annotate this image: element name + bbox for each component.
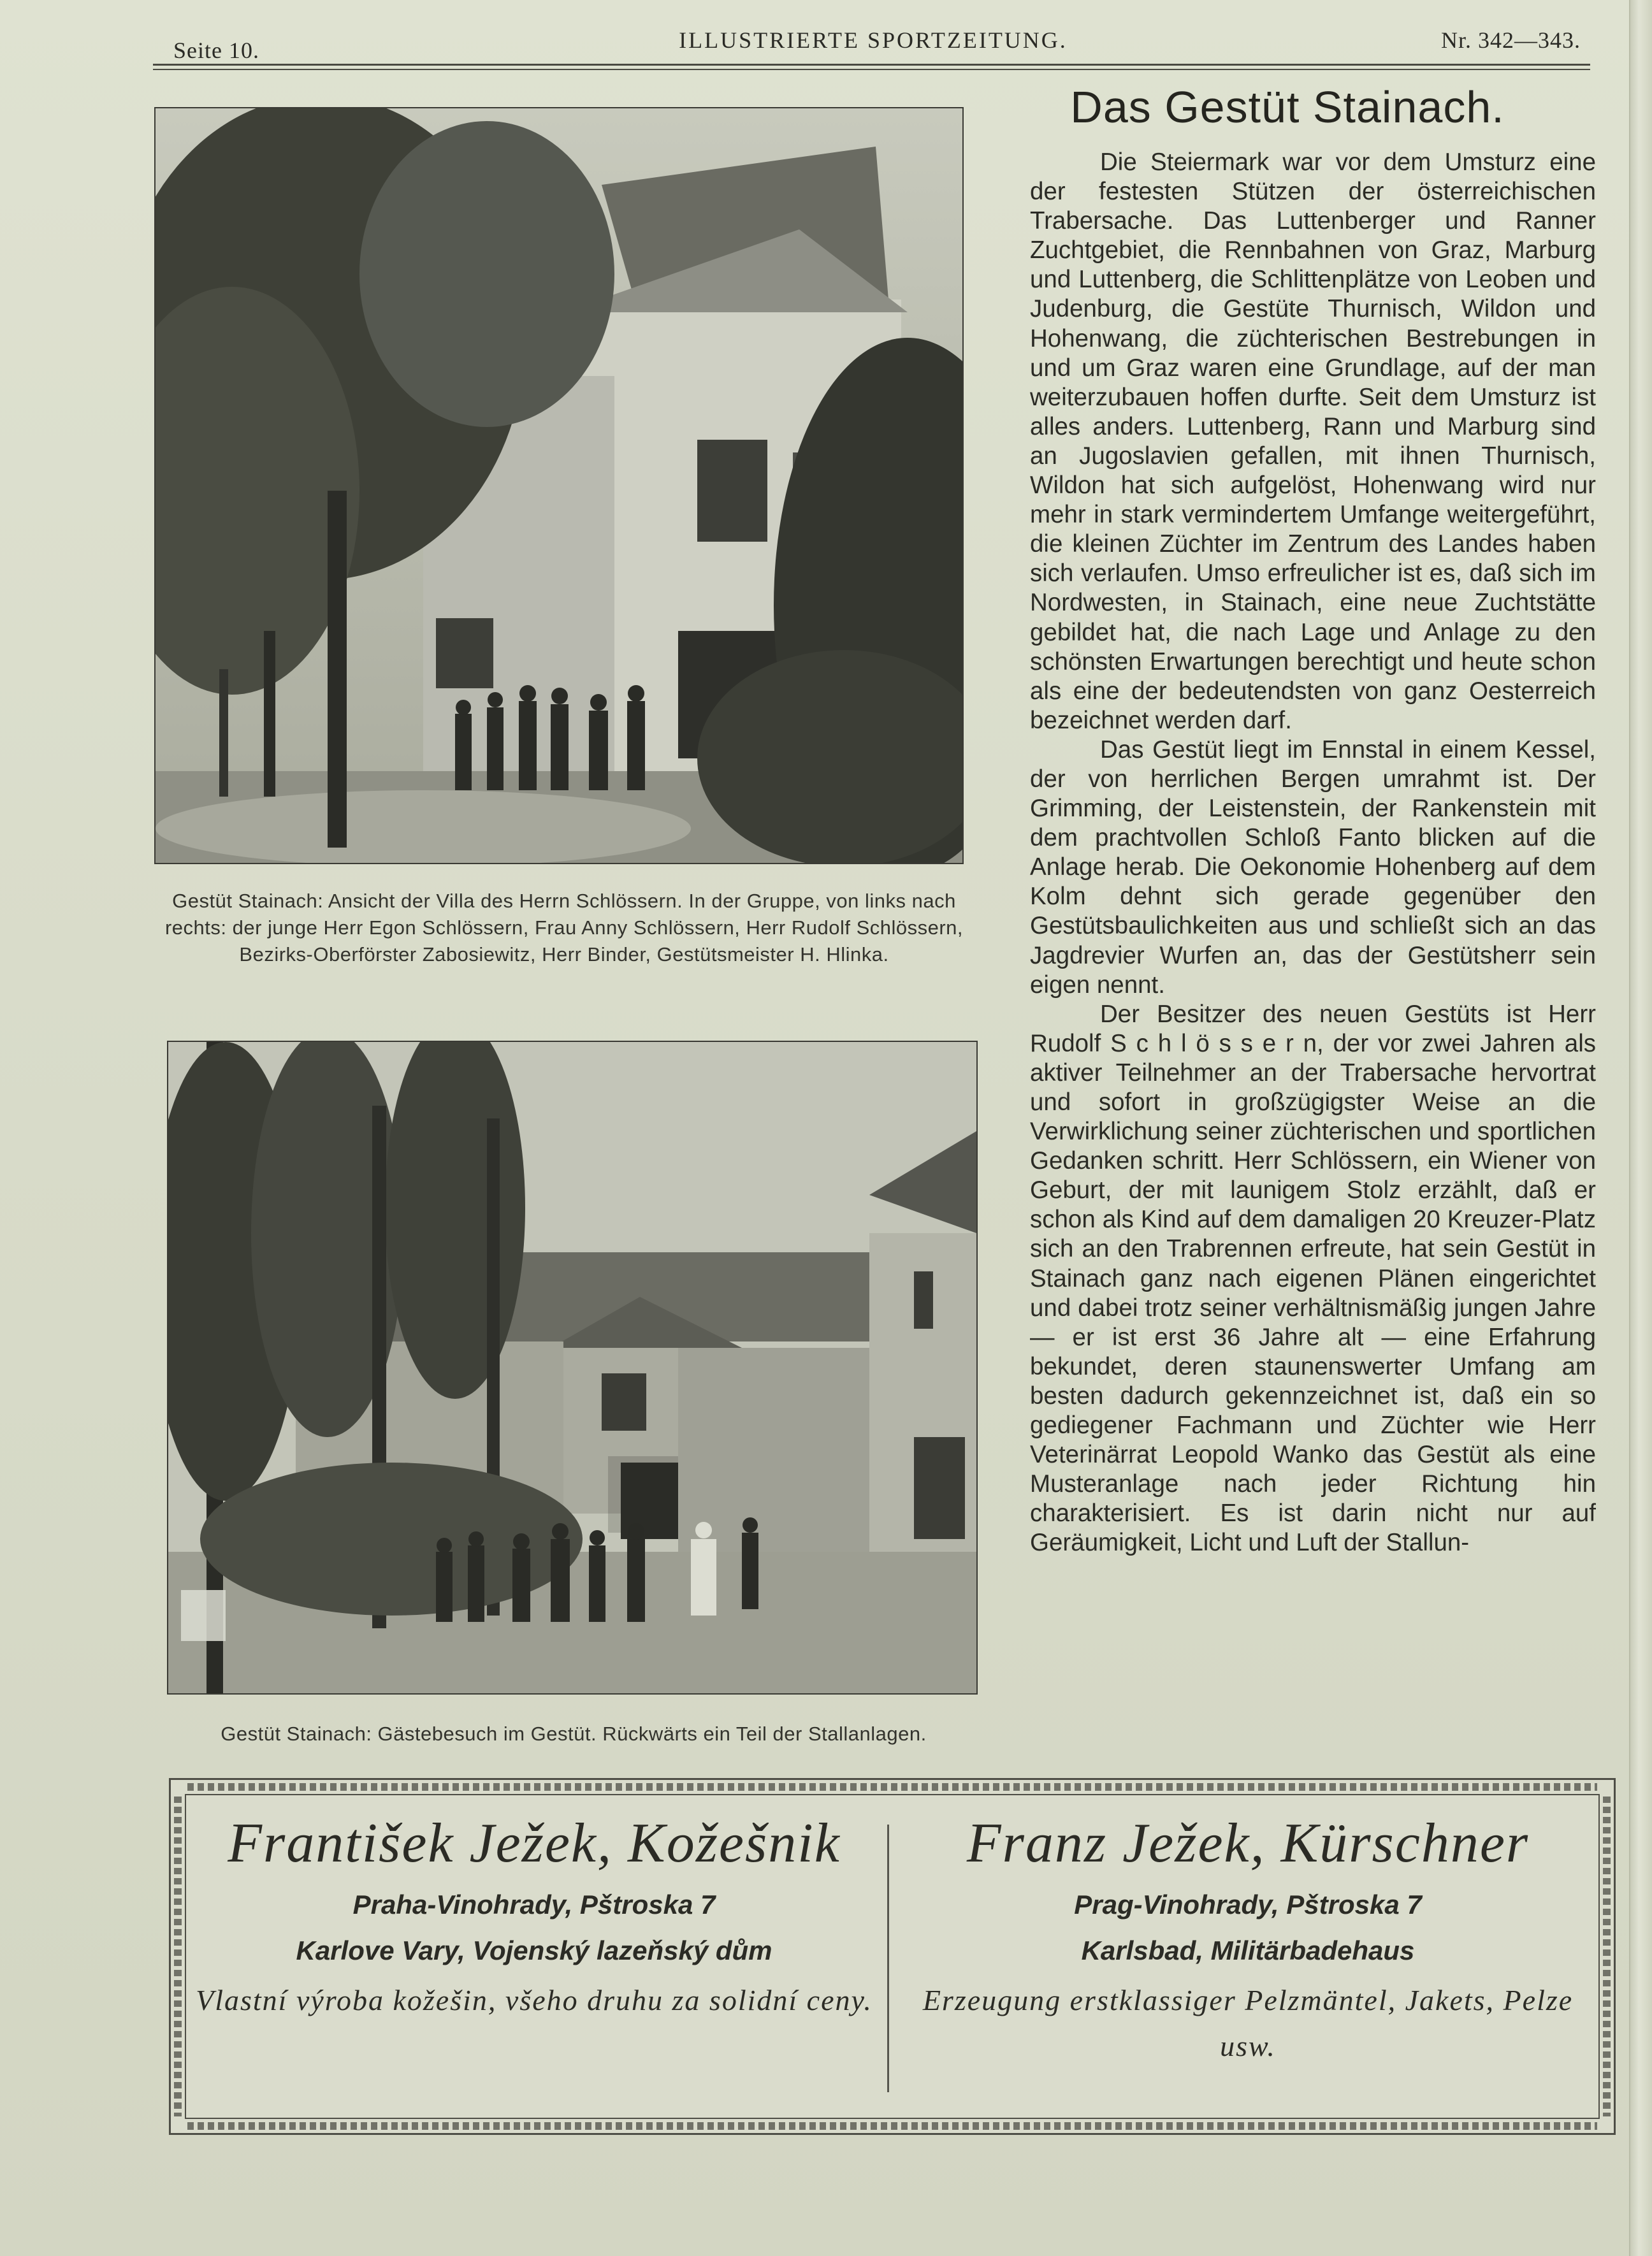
article-body: [1030, 148, 1596, 1558]
furrier-advertisement: [169, 1778, 1616, 2135]
ad-address: Karlsbad, Militärbadehaus: [1081, 1935, 1415, 1965]
header-rule-thin: [153, 69, 1590, 70]
ad-address: Praha-Vinohrady, Pštroska 7: [352, 1890, 716, 1920]
stable-photo-caption: Gestüt Stainach: Gästebesuch im Gestüt. Rückwärts ein Teil der Stallanlagen.: [221, 1723, 927, 1745]
villa-photo-caption: Gestüt Stainach: Ansicht der Villa des Herrn Schlössern. In der Gruppe, von links nach rechts: der junge Herr Egon Schlössern, Frau Anny Schlössern, Herr Rudolf Schlössern, Bezirks-Oberförster Zabosiewitz, Herr Binder, Gestütsmeister H. Hlinka.: [164, 890, 964, 965]
ad-ornament-border: [1603, 1797, 1611, 2116]
article-paragraph: Der Besitzer des neuen Gestüts ist Herr Rudolf S c h l ö s s e r n, der vor zwei Jahren als aktiver Teilnehmer an der Trabersache hervortrat und sofort in großzügigster Weise an die Verwirklichung seiner züchterischen und sportlichen Gedanken schritt. Herr Schlössern, ein Wiener von Geburt, der mit launigem Stolz erzählt, daß er schon als Kind auf dem damaligen 20 Kreuzer-Platz sich an den Trabrennen erfreute, hat sein Gestüt in Stainach ganz nach eigenen Plänen eingerichtet und dabei trotz seiner verhältnismäßig jungen Jahre — er ist erst 36 Jahre alt — eine Erfahrung bekundet, deren staunenswerter Umfang am besten dadurch gekennzeichnet ist, daß ein so gediegener Fachmann und Züchter wie Herr Veterinärrat Leopold Wanko das Gestüt als eine Musteranlage nach jeder Richtung hin charakterisiert. Es ist darin nicht nur auf Geräumigkeit, Licht und Luft der Stallun-: [1030, 1000, 1596, 1557]
ad-address: Karlove Vary, Vojenský lazeňský dům: [296, 1935, 772, 1965]
ad-ornament-border: [174, 1797, 182, 2116]
header-rule: [153, 64, 1590, 66]
ad-ornament-border: [187, 2122, 1597, 2130]
ad-firm-name: Franz Ježek, Kürschner: [966, 1812, 1530, 1874]
ad-description: Erzeugung erstklassiger Pelzmäntel, Jakets, Pelze usw.: [922, 1984, 1574, 2062]
article-paragraph: Das Gestüt liegt im Ennstal in einem Kessel, der von herrlichen Bergen umrahmt ist. Der Grimming, der Leistenstein, der Rankenstein mit dem prachtvollen Schloß Fanto blicken auf die Anlage herab. Die Oekonomie Hohenberg auf dem Kolm dehnt sich gerade gegenüber den Gestütsbaulichkeiten aus und schließt sich an das Jagdrevier Wurfen an, das der Gestütsherr sein eigen nennt.: [1030, 735, 1596, 999]
page-number: Seite 10.: [173, 38, 259, 63]
issue-number: Nr. 342—343.: [1441, 27, 1581, 53]
stable-photo: [167, 1041, 978, 1695]
ad-firm-name: František Ježek, Kožešnik: [228, 1812, 841, 1874]
ad-german-column: [904, 1805, 1592, 2069]
villa-photo: [154, 107, 964, 864]
ad-czech-column: [190, 1805, 878, 2023]
article-paragraph: Die Steiermark war vor dem Umsturz eine der festesten Stützen der österreichischen Trabersache. Das Luttenberger und Ranner Zuchtgebiet, die Rennbahnen von Graz, Marburg und Luttenberg, die Schlittenplätze von Leoben und Judenburg, die Gestüte Thurnisch, Wildon und Hohenwang, die züchterischen Bestrebungen in und um Graz waren eine Grundlage, auf der man weiterzubauen hoffen durfte. Seit dem Umsturz ist alles anders. Luttenberg, Rann und Marburg sind an Jugoslavien gefallen, mit ihnen Thurnisch, Wildon hat sich aufgelöst, Hohenwang wird nur mehr in stark vermindertem Umfange weitergeführt, die kleinen Züchter im Zentrum des Landes haben sich verlaufen. Umso erfreulicher ist es, daß sich im Nordwesten, in Stainach, eine neue Zuchtstätte gebildet hat, die nach Lage und Anlage zu den schönsten Erwartungen berechtigt und heute schon als eine der bedeutendsten von ganz Oesterreich bezeichnet werden darf.: [1030, 148, 1596, 734]
article-title: Das Gestüt Stainach.: [1070, 82, 1505, 132]
newspaper-title: ILLUSTRIERTE SPORTZEITUNG.: [679, 27, 1068, 53]
page-fold-edge: [1629, 0, 1652, 2256]
ad-address: Prag-Vinohrady, Pštroska 7: [1074, 1890, 1422, 1920]
ad-ornament-border: [187, 1783, 1597, 1791]
ad-column-divider: [887, 1825, 889, 2092]
ad-description: Vlastní výroba kožešin, všeho druhu za solidní ceny.: [196, 1984, 873, 2016]
